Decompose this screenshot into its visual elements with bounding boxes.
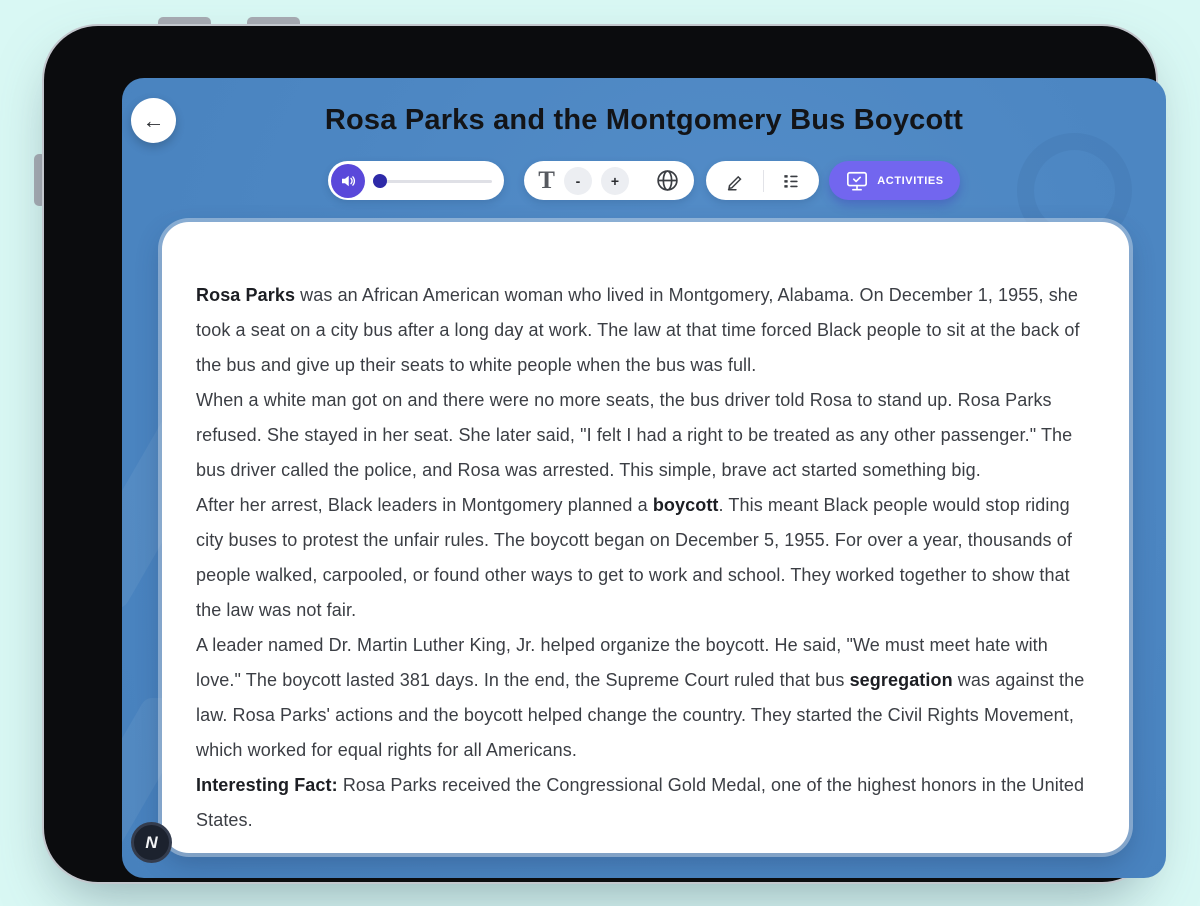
list-view-icon bbox=[781, 171, 801, 191]
passage-paragraph: A leader named Dr. Martin Luther King, Jr. helped organize the boycott. He said, "We must meet hate with love." The boycott lasted 381 days. In the end, the Supreme Court ruled that bus segregation was against the law. Rosa Parks' actions and the boycott helped change the country. They started the Civil Rights Movement, which worked for equal rights for all Americans. bbox=[196, 635, 1085, 760]
audio-slider-thumb[interactable] bbox=[373, 174, 387, 188]
play-audio-button[interactable] bbox=[331, 164, 365, 198]
word-list-button[interactable] bbox=[781, 171, 801, 191]
activities-button[interactable] bbox=[829, 161, 960, 200]
monitor-check-icon bbox=[845, 170, 869, 192]
highlighter-button[interactable] bbox=[724, 170, 746, 192]
audio-slider-track bbox=[375, 180, 492, 183]
passage bbox=[196, 278, 1093, 838]
highlighter-pen-icon bbox=[724, 170, 746, 192]
text-size-pill bbox=[524, 161, 694, 200]
audio-control-pill bbox=[328, 161, 504, 200]
passage-paragraph: When a white man got on and there were no more seats, the bus driver told Rosa to stand up. Rosa Parks refused. She stayed in her seat. She later said, "I felt I had a right to be treated as any other passenger." The bus driver called the police, and Rosa was arrested. This simple, brave act started something big. bbox=[196, 390, 1073, 480]
increase-font-button[interactable]: + bbox=[601, 167, 629, 195]
annotation-pill bbox=[706, 161, 819, 200]
app-screen bbox=[122, 78, 1166, 878]
passage-paragraph: After her arrest, Black leaders in Montgomery planned a boycott. This meant Black people would stop riding city buses to protest the unfair rules. The boycott began on December 5, 1955. For over a year, thousands of people walked, carpooled, or found other ways to get to work and school. They worked together to show that the law was not fair. bbox=[196, 495, 1072, 620]
globe-icon bbox=[655, 168, 680, 193]
logo-letter: N bbox=[145, 832, 158, 852]
page-title: Rosa Parks and the Montgomery Bus Boycott bbox=[324, 104, 964, 136]
app-logo-badge[interactable] bbox=[131, 822, 172, 863]
speaker-icon bbox=[339, 172, 357, 190]
toolbar bbox=[122, 161, 1166, 200]
audio-speed-slider[interactable] bbox=[375, 174, 492, 188]
translate-button[interactable] bbox=[655, 168, 680, 193]
text-size-icon[interactable]: T bbox=[538, 167, 555, 194]
passage-paragraph: Rosa Parks was an African American woman who lived in Montgomery, Alabama. On December 1, 1955, she took a seat on a city bus after a long day at work. The law at that time forced Black people to sit at the back of the bus and give up their seats to white people when the bus was full. bbox=[196, 285, 1080, 375]
back-arrow-icon: ← bbox=[142, 107, 165, 133]
toolbar-divider bbox=[763, 170, 764, 192]
tablet-frame bbox=[44, 26, 1156, 882]
reading-passage-card bbox=[162, 222, 1129, 853]
decrease-font-button[interactable]: - bbox=[564, 167, 592, 195]
passage-paragraph: Interesting Fact: Rosa Parks received the Congressional Gold Medal, one of the highest honors in the United States. bbox=[196, 775, 1085, 830]
activities-label: ACTIVITIES bbox=[877, 174, 944, 187]
